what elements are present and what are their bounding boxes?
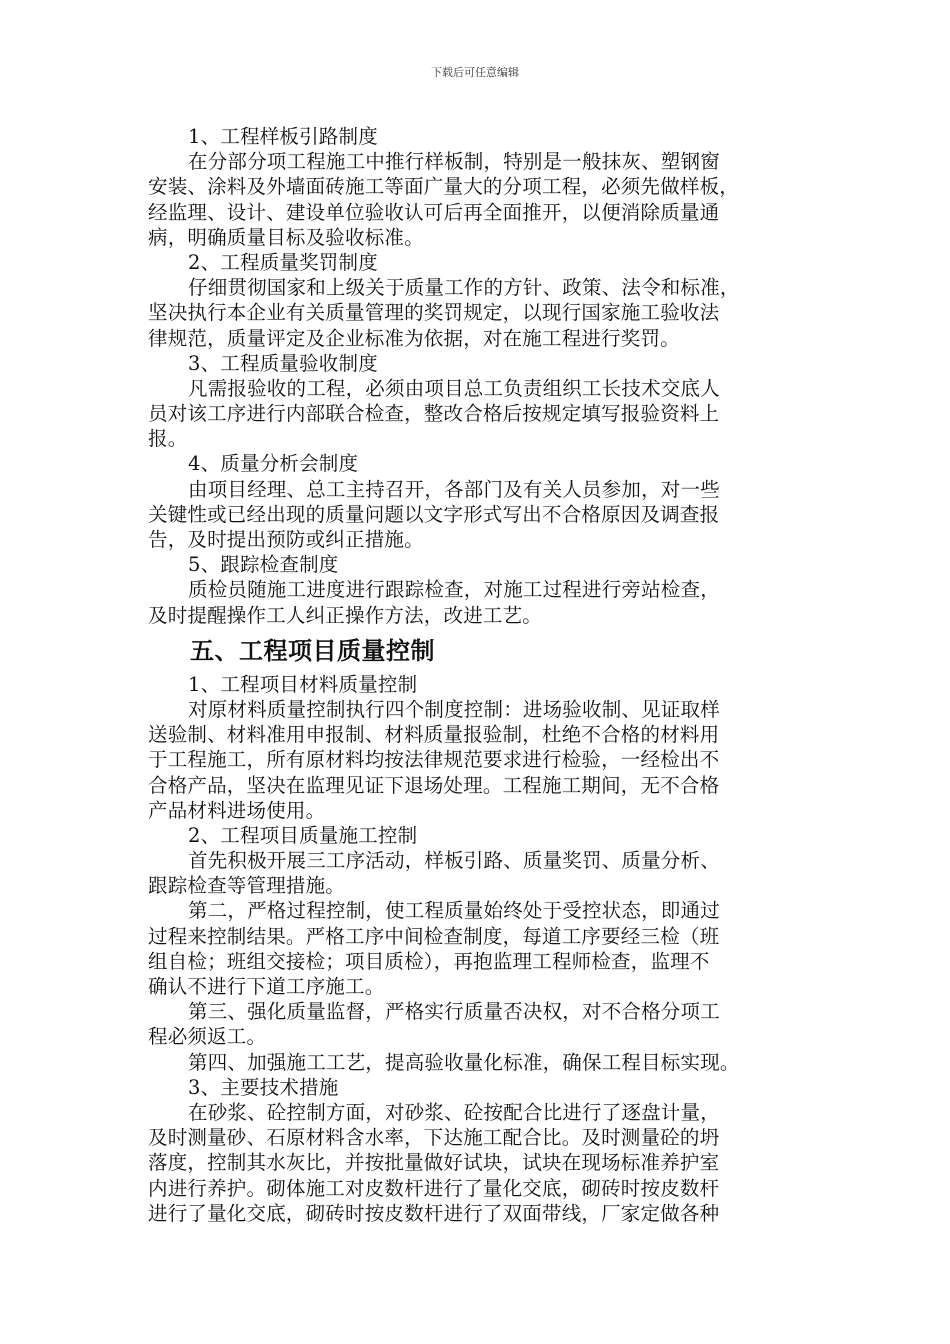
paragraph-line: 合格产品，坚决在监理见证下退场处理。工程施工期间，无不合格 <box>148 773 720 797</box>
chapter-heading: 五、工程项目质量控制 <box>190 636 435 665</box>
paragraph-line: 在砂浆、砼控制方面，对砂浆、砼按配合比进行了逐盘计量， <box>188 1100 720 1124</box>
paragraph-line: 在分部分项工程施工中推行样板制，特别是一般抹灰、塑钢窗 <box>188 150 720 174</box>
paragraph-line: 及时提醒操作工人纠正操作方法，改进工艺。 <box>148 603 543 627</box>
paragraph-line: 过程来控制结果。严格工序中间检查制度，每道工序要经三检（班 <box>148 924 720 948</box>
section-title: 2、工程项目质量施工控制 <box>188 823 418 847</box>
paragraph-line: 仔细贯彻国家和上级关于质量工作的方针、政策、法令和标准， <box>188 276 740 300</box>
paragraph-line: 关键性或已经出现的质量问题以文字形式写出不合格原因及调查报 <box>148 502 720 526</box>
paragraph-line: 坚决执行本企业有关质量管理的奖罚规定，以现行国家施工验收法 <box>148 301 720 325</box>
paragraph-line: 安装、涂料及外墙面砖施工等面广量大的分项工程，必须先做样板， <box>148 175 740 199</box>
paragraph-line: 第二，严格过程控制，使工程质量始终处于受控状态，即通过 <box>188 899 720 923</box>
paragraph-line: 第四、加强施工工艺，提高验收量化标准，确保工程目标实现。 <box>188 1050 740 1074</box>
paragraph-line: 对原材料质量控制执行四个制度控制：进场验收制、见证取样 <box>188 697 720 721</box>
section-title: 3、工程质量验收制度 <box>188 351 378 375</box>
paragraph-line: 落度，控制其水灰比，并按批量做好试块，试块在现场标准养护室 <box>148 1151 720 1175</box>
paragraph-line: 报。 <box>148 427 188 451</box>
paragraph-line: 产品材料进场使用。 <box>148 798 326 822</box>
paragraph-line: 经监理、设计、建设单位验收认可后再全面推开，以便消除质量通 <box>148 200 720 224</box>
paragraph-line: 凡需报验收的工程，必须由项目总工负责组织工长技术交底人 <box>188 376 720 400</box>
section-title: 5、跟踪检查制度 <box>188 553 339 577</box>
paragraph-line: 于工程施工，所有原材料均按法律规范要求进行检验，一经检出不 <box>148 748 720 772</box>
paragraph-line: 确认不进行下道工序施工。 <box>148 975 385 998</box>
section-title: 1、工程项目材料质量控制 <box>188 672 418 696</box>
paragraph-line: 由项目经理、总工主持召开，各部门及有关人员参加，对一些 <box>188 477 720 501</box>
paragraph-line: 质检员随施工进度进行跟踪检查，对施工过程进行旁站检查， <box>188 578 720 602</box>
page-header: 下载后可任意编辑 <box>431 66 519 79</box>
paragraph-line: 送验制、材料准用申报制、材料质量报验制，杜绝不合格的材料用 <box>148 723 720 747</box>
section-title: 4、质量分析会制度 <box>188 452 359 476</box>
section-title: 2、工程质量奖罚制度 <box>188 250 378 274</box>
paragraph-line: 告，及时提出预防或纠正措施。 <box>148 528 424 551</box>
paragraph-line: 员对该工序进行内部联合检查，整改合格后按规定填写报验资料上 <box>148 402 720 426</box>
paragraph-line: 跟踪检查等管理措施。 <box>148 874 346 898</box>
paragraph-line: 律规范，质量评定及企业标准为依据，对在施工程进行奖罚。 <box>148 326 680 350</box>
paragraph-line: 内进行养护。砌体施工对皮数杆进行了量化交底，砌砖时按皮数杆 <box>148 1176 720 1200</box>
paragraph-line: 组自检；班组交接检；项目质检），再抱监理工程师检查，监理不 <box>148 949 710 973</box>
paragraph-line: 进行了量化交底，砌砖时按皮数杆进行了双面带线，厂家定做各种 <box>148 1201 720 1225</box>
section-title: 1、工程样板引路制度 <box>188 125 378 148</box>
paragraph-line: 程必须返工。 <box>148 1025 267 1049</box>
paragraph-line: 病，明确质量目标及验收标准。 <box>148 225 424 249</box>
paragraph-line: 及时测量砂、石原材料含水率，下达施工配合比。及时测量砼的坍 <box>148 1126 720 1150</box>
document-body <box>148 124 810 1226</box>
paragraph-line: 第三、强化质量监督，严格实行质量否决权，对不合格分项工 <box>188 1000 720 1024</box>
section-title: 3、主要技术措施 <box>188 1075 339 1099</box>
paragraph-line: 首先积极开展三工序活动，样板引路、质量奖罚、质量分析、 <box>188 849 720 873</box>
